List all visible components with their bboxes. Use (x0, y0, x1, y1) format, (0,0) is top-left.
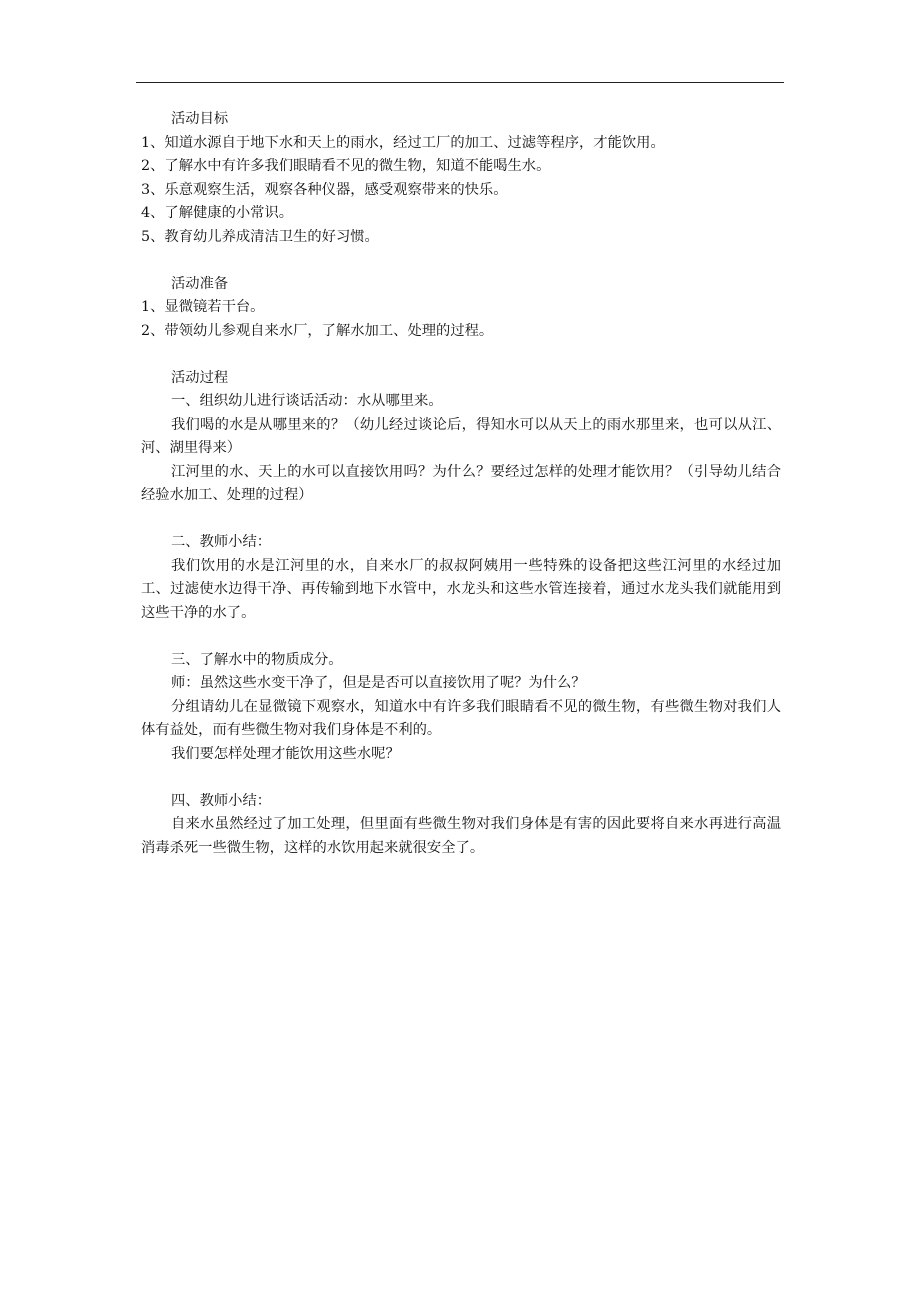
paragraph: 我们喝的水是从哪里来的？（幼儿经过谈论后，得知水可以从天上的雨水那里来，也可以从江、河、湖里得来） (141, 416, 781, 456)
goal-item: 3、乐意观察生活，观察各种仪器，感受观察带来的快乐。 (141, 181, 508, 198)
goal-item: 2、了解水中有许多我们眼睛看不见的微生物，知道不能喝生水。 (141, 158, 551, 174)
section-water-composition (141, 649, 781, 767)
section-heading: 二、教师小结： (171, 534, 272, 550)
paragraph: 师：虽然这些水变干净了，但是是否可以直接饮用了呢？为什么？ (171, 675, 586, 691)
section-heading: 活动目标 (171, 111, 229, 127)
section-heading: 活动过程 (171, 369, 229, 386)
section-subheading: 一、组织幼儿进行谈话活动：水从哪里来。 (171, 393, 443, 409)
section-teacher-summary-2 (141, 531, 781, 625)
section-heading: 活动准备 (171, 275, 229, 292)
section-heading: 四、教师小结： (171, 792, 272, 809)
goal-item: 5、教育幼儿养成清洁卫生的好习惯。 (141, 228, 379, 245)
paragraph: 分组请幼儿在显微镜下观察水，知道水中有许多我们眼睛看不见的微生物，有些微生物对我们人体有益处，而有些微生物对我们身体是不利的。 (141, 698, 781, 738)
section-teacher-summary-4 (141, 790, 781, 861)
section-activity-process (141, 367, 781, 508)
paragraph: 我们要怎样处理才能饮用这些水呢？ (171, 745, 400, 762)
paragraph: 江河里的水、天上的水可以直接饮用吗？为什么？要经过怎样的处理才能饮用？（引导幼儿结合经验水加工、处理的过程） (141, 463, 781, 503)
preparation-item: 2、带领幼儿参观自来水厂，了解水加工、处理的过程。 (141, 322, 494, 339)
paragraph: 自来水虽然经过了加工处理，但里面有些微生物对我们身体是有害的因此要将自来水再进行高温消毒杀死一些微生物，这样的水饮用起来就很安全了。 (141, 816, 781, 856)
document-body (141, 108, 781, 860)
section-activity-goals (141, 108, 781, 249)
section-activity-preparation (141, 273, 781, 344)
section-heading: 三、了解水中的物质成分。 (171, 651, 343, 668)
goal-item: 1、知道水源自于地下水和天上的雨水，经过工厂的加工、过滤等程序，才能饮用。 (141, 134, 665, 151)
goal-item: 4、了解健康的小常识。 (141, 205, 294, 221)
paragraph: 我们饮用的水是江河里的水，自来水厂的叔叔阿姨用一些特殊的设备把这些江河里的水经过加工、过滤使水边得干净、再传输到地下水管中，水龙头和这些水管连接着，通过水龙头我们就能用到这些干净的水了。 (141, 557, 781, 621)
preparation-item: 1、显微镜若干台。 (141, 299, 265, 315)
header-rule (136, 82, 784, 83)
